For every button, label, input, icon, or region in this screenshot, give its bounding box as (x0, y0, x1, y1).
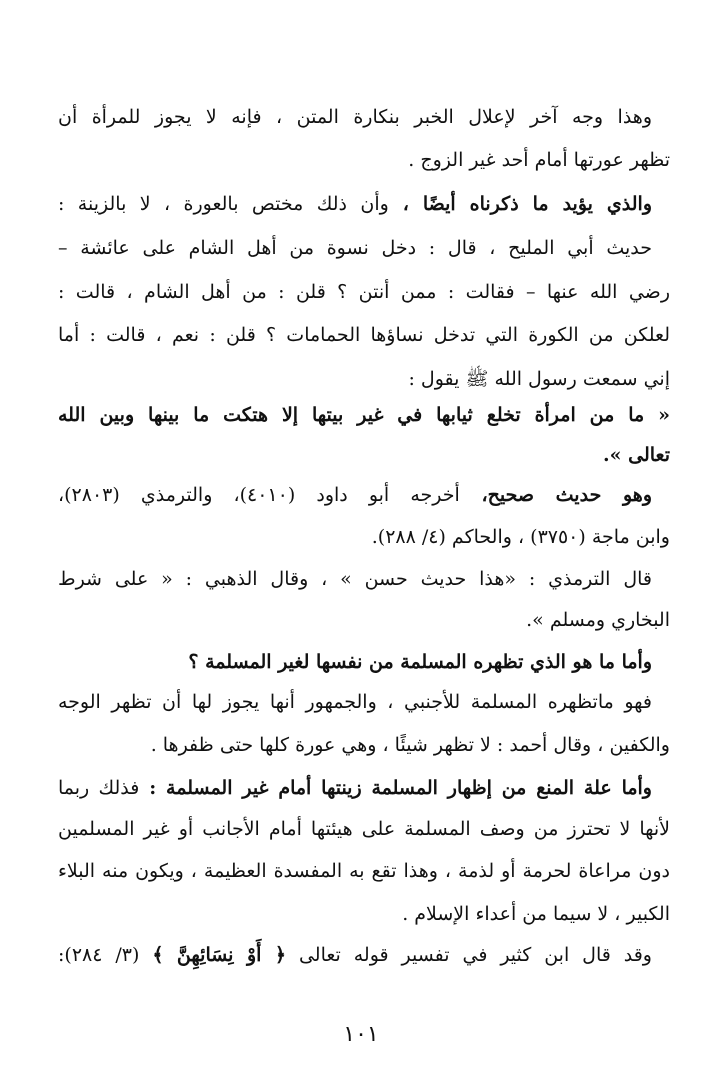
bold-text-segment: وأما علة المنع من إظهار المسلمة زينتها أمام غير المسلمة : (139, 777, 652, 799)
text-segment: وقد قال ابن كثير في تفسير قوله تعالى (286, 944, 652, 966)
bold-text-segment: تعالى ». (603, 444, 670, 466)
text-line (58, 936, 670, 974)
text-segment: تظهر عورتها أمام أحد غير الزوج . (408, 149, 670, 171)
text-line (58, 273, 670, 311)
text-line (58, 560, 670, 598)
text-segment: لعلكن من الكورة التي تدخل نساؤها الحمامات ؟ قلن : نعم ، قالت : أما (58, 324, 670, 346)
text-line (58, 518, 670, 556)
text-segment: والكفين ، وقال أحمد : لا تظهر شيئًا ، وهي عورة كلها حتى ظفرها . (150, 734, 670, 756)
text-line (58, 769, 670, 807)
bold-text-segment: والذي يؤيد ما ذكرناه أيضًا ، (388, 193, 652, 215)
text-line (58, 895, 670, 933)
text-line (58, 601, 670, 639)
text-segment: وهذا وجه آخر لإعلال الخبر بنكارة المتن ، فإنه لا يجوز للمرأة أن (58, 106, 652, 128)
text-line (58, 396, 670, 434)
bold-text-segment: وهو حديث صحيح، (459, 484, 652, 506)
text-line (58, 436, 670, 474)
text-line (58, 98, 670, 136)
text-line (58, 185, 670, 223)
text-segment: فذلك ربما (58, 777, 140, 799)
text-segment: الكبير ، لا سيما من أعداء الإسلام . (402, 903, 670, 925)
text-line (58, 360, 670, 398)
document-page (58, 98, 670, 998)
text-segment: قال الترمذي : «هذا حديث حسن » ، وقال الذهبي : « على شرط (58, 568, 652, 590)
text-line (58, 316, 670, 354)
bold-text-segment: ﴿ أَوْ نِسَائِهِنَّ ﴾ (152, 944, 287, 966)
text-line (58, 476, 670, 514)
text-segment: لأنها لا تحترز من وصف المسلمة على هيئتها أمام الأجانب أو غير المسلمين (58, 818, 670, 840)
text-line (58, 683, 670, 721)
text-segment: حديث أبي المليح ، قال : دخل نسوة من أهل الشام على عائشة – (58, 237, 652, 259)
text-segment: وابن ماجة (٣٧٥٠) ، والحاكم (٤/ ٢٨٨). (371, 526, 670, 548)
text-segment: البخاري ومسلم ». (526, 609, 670, 631)
text-segment: دون مراعاة لحرمة أو لذمة ، وهذا تقع به المفسدة العظيمة ، ويكون منه البلاء (58, 860, 670, 882)
text-segment: وأن ذلك مختص بالعورة ، لا بالزينة : (58, 193, 389, 215)
text-segment: رضي الله عنها – فقالت : ممن أنتن ؟ قلن : من أهل الشام ، قالت : (58, 281, 670, 303)
text-line (58, 810, 670, 848)
bold-text-segment: وأما ما هو الذي تظهره المسلمة من نفسها لغير المسلمة ؟ (188, 651, 652, 673)
text-line (58, 141, 670, 179)
text-line (58, 726, 670, 764)
text-segment: فهو ماتظهره المسلمة للأجنبي ، والجمهور أنها يجوز لها أن تظهر الوجه (58, 691, 652, 713)
text-line (58, 229, 670, 267)
text-segment: (٣/ ٢٨٤): (58, 944, 153, 966)
page-number: ١٠١ (343, 1022, 379, 1047)
bold-text-segment: « ما من امرأة تخلع ثيابها في غير بيتها إلا هتكت ما بينها وبين الله (58, 404, 670, 426)
text-segment: إني سمعت رسول الله ﷺ يقول : (408, 368, 670, 390)
text-segment: أخرجه أبو داود (٤٠١٠)، والترمذي (٢٨٠٣)، (58, 484, 460, 506)
text-line (58, 643, 670, 681)
text-line (58, 852, 670, 890)
